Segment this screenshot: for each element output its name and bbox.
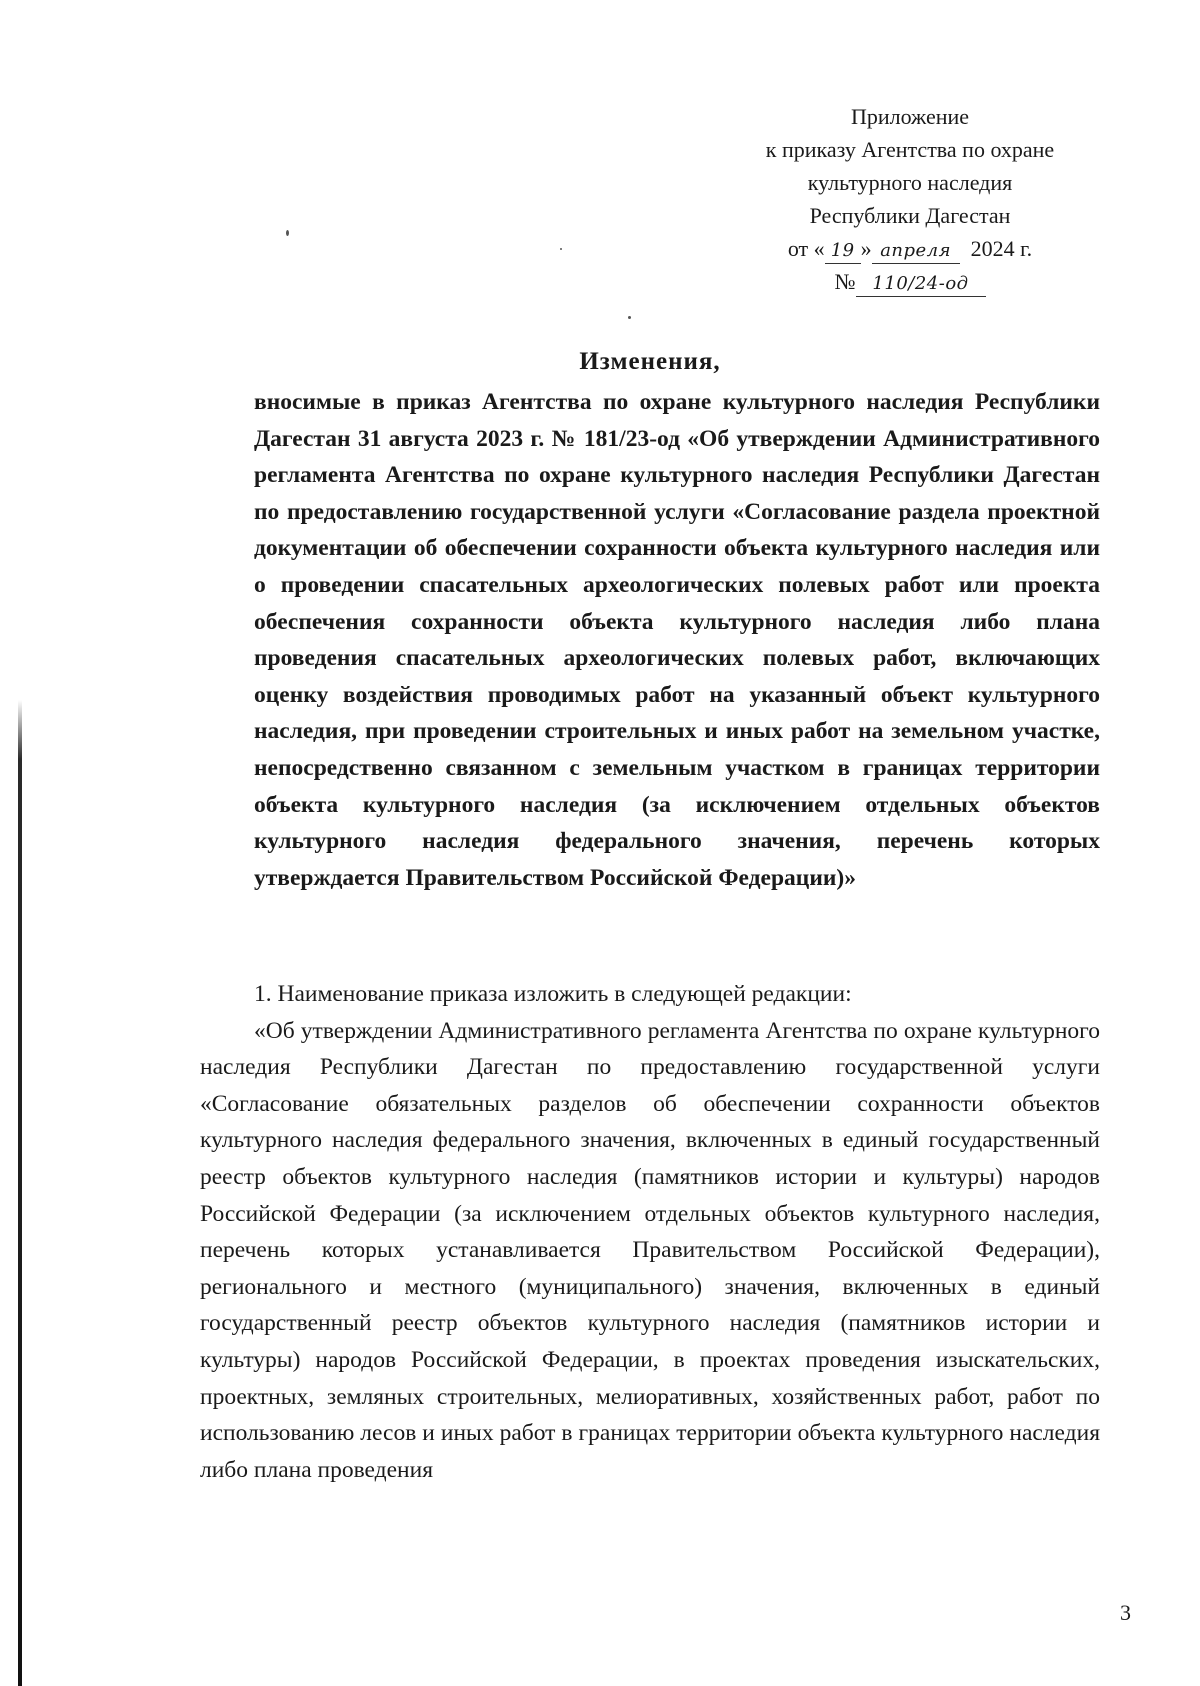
appendix-line-1: к приказу Агентства по охране	[765, 137, 1055, 162]
appendix-header	[720, 100, 1100, 298]
paragraph-1: 1. Наименование приказа изложить в следующей редакции:	[254, 981, 852, 1007]
subject-text: вносимые в приказ Агентства по охране культурного наследия Республики Дагестан 31 августа 2023 г. № 181/23-од «Об утверждении Административного регламента Агентства по охране культурного наследия Республики Дагестан по предоставлению государственной услуги «Согласование раздела проектной документации об обеспечении сохранности объекта культурного наследия или о проведении спасательных археологических полевых работ или проекта обеспечения сохранности объекта культурного наследия либо плана проведения спасательных археологических полевых работ, включающих оценку воздействия проводимых работ на указанный объект культурного наследия, при проведении строительных и иных работ на земельном участке, непосредственно связанном с земельным участком в границах территории объекта культурного наследия (за исключением отдельных объектов культурного наследия федерального значения, перечень которых утверждается Правительством Российской Федерации)»	[254, 389, 1100, 891]
number-prefix: №	[834, 269, 856, 294]
scan-speck	[628, 316, 631, 319]
date-year: 2024 г.	[970, 236, 1033, 261]
date-prefix: от «	[787, 236, 825, 261]
appendix-line-3: Республики Дагестан	[809, 203, 1011, 228]
document-title: Изменения,	[579, 348, 721, 375]
appendix-date-line	[720, 232, 1100, 265]
appendix-title: Приложение	[850, 104, 970, 129]
scan-speck	[560, 248, 562, 250]
date-mid: »	[860, 236, 872, 261]
number-handwritten: 110/24-од	[856, 272, 986, 297]
document-subject	[200, 384, 1100, 896]
page-number: 3	[1120, 1600, 1131, 1625]
appendix-line-2: культурного наследия	[807, 170, 1013, 195]
document-body	[200, 976, 1100, 1488]
date-month-handwritten: апреля	[872, 239, 960, 264]
appendix-number-line	[720, 265, 1100, 298]
paragraph-2: «Об утверждении Административного регламента Агентства по охране культурного наследия Республики Дагестан по предоставлению государственной услуги «Согласование обязательных разделов об обеспечении сохранности объектов культурного наследия федерального значения, включенных в единый государственный реестр объектов культурного наследия (памятников истории и культуры) народов Российской Федерации (за исключением отдельных объектов культурного наследия, перечень которых устанавливается Правительством Российской Федерации), регионального и местного (муниципального) значения, включенных в единый государственный реестр объектов культурного наследия (памятников истории и культуры) народов Российской Федерации, в проектах проведения изыскательских, проектных, земляных строительных, мелиоративных, хозяйственных работ, работ по использованию лесов и иных работ в границах территории объекта культурного наследия либо плана проведения	[200, 1017, 1100, 1483]
scan-speck	[286, 230, 289, 236]
date-day-handwritten: 19	[825, 239, 861, 264]
scan-edge-shadow	[18, 700, 22, 1686]
